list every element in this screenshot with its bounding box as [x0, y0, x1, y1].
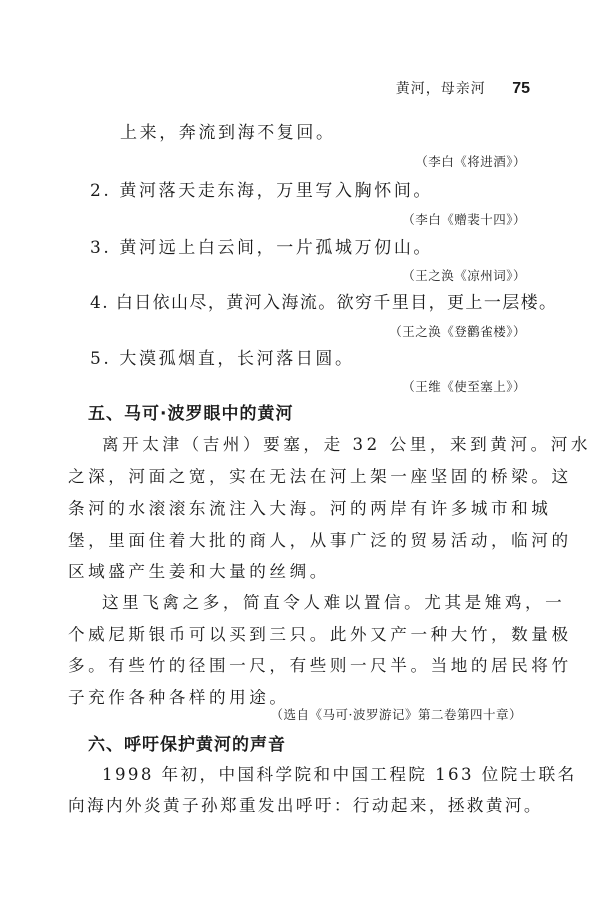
- verse-line: 3. 黄河远上白云间，一片孤城万仞山。: [90, 238, 434, 258]
- verse-citation: （王之涣《登鹳雀楼》）: [389, 324, 526, 339]
- paragraph-line: 多。有些竹的径围一尺，有些则一尺半。当地的居民将竹: [68, 656, 572, 675]
- paragraph-line: 子充作各种各样的用途。: [68, 688, 290, 707]
- paragraph-line: 条河的水滚滚东流注入大海。河的两岸有许多城市和城: [68, 499, 552, 518]
- paragraph-line: 向海内外炎黄子孙郑重发出呼吁：行动起来，拯救黄河。: [68, 796, 543, 815]
- section-heading-appeal: 六、呼吁保护黄河的声音: [88, 735, 286, 755]
- page-number: 75: [512, 80, 530, 97]
- verse-line: 2. 黄河落天走东海，万里写入胸怀间。: [90, 181, 434, 201]
- paragraph-line: 这里飞禽之多，简直令人难以置信。尤其是雉鸡，一: [102, 593, 566, 612]
- verse-citation: （李白《赠裴十四》）: [402, 212, 526, 227]
- paragraph-line: 堡，里面住着大批的商人，从事广泛的贸易活动，临河的: [68, 531, 572, 550]
- running-header: [396, 78, 530, 98]
- running-title: 黄河，母亲河: [395, 81, 486, 97]
- verse-citation: （李白《将进酒》）: [415, 154, 526, 169]
- source-citation: （选自《马可·波罗游记》第二卷第四十章）: [270, 707, 522, 722]
- paragraph-line: 区域盛产生姜和大量的丝绸。: [68, 562, 330, 581]
- verse-line: 4. 白日依山尽，黄河入海流。欲穷千里目，更上一层楼。: [90, 293, 558, 313]
- verse-citation: （王之涣《凉州词》）: [402, 268, 526, 283]
- paragraph-line: 之深，河面之宽，实在无法在河上架一座坚固的桥梁。这: [68, 467, 572, 486]
- section-heading-marco-polo: 五、马可·波罗眼中的黄河: [88, 404, 294, 424]
- verse-line: 上来，奔流到海不复回。: [120, 123, 336, 143]
- verse-line: 5. 大漠孤烟直，长河落日圆。: [90, 349, 355, 369]
- verse-citation: （王维《使至塞上》）: [402, 379, 526, 394]
- paragraph-line: 1998 年初，中国科学院和中国工程院 163 位院士联名: [102, 765, 577, 784]
- paragraph-line: 离开太津（吉州）要塞，走 32 公里，来到黄河。河水: [102, 435, 592, 454]
- paragraph-line: 个威尼斯银币可以买到三只。此外又产一种大竹，数量极: [68, 625, 572, 644]
